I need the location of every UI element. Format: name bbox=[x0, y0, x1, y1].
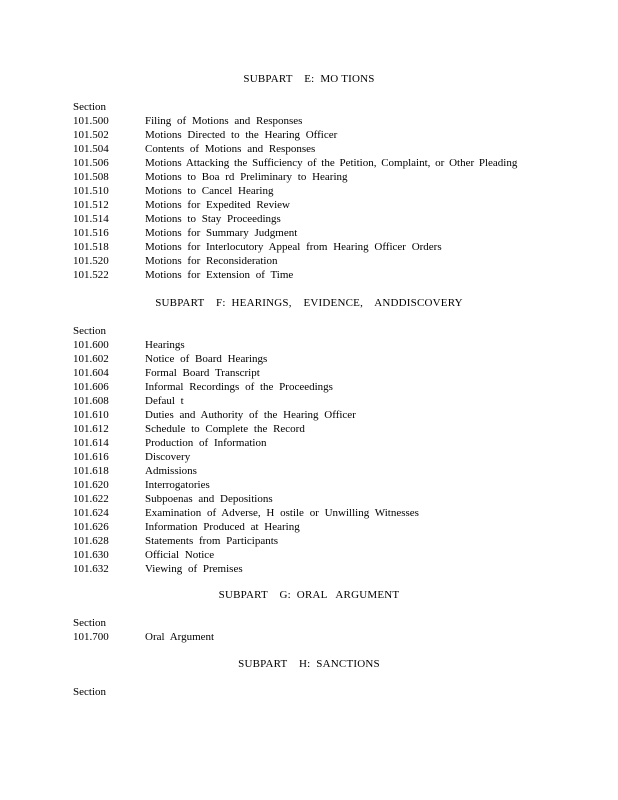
section-title: Interrogatories bbox=[145, 479, 210, 491]
section-title: Defaul t bbox=[145, 395, 184, 407]
section-number: 101.628 bbox=[73, 535, 109, 547]
section-title: Motions for Summary Judgment bbox=[145, 227, 298, 239]
section-title: Production of Information bbox=[145, 437, 267, 449]
section-title: Official Notice bbox=[145, 549, 215, 561]
subpart-h-heading: SUBPART H: SANCTIONS bbox=[238, 658, 380, 670]
section-title: Duties and Authority of the Hearing Officer bbox=[145, 409, 356, 421]
section-title: Subpoenas and Depositions bbox=[145, 493, 273, 505]
section-title: Motions Attacking the Sufficiency of the Petition, Complaint, or Other Pleading bbox=[145, 157, 518, 169]
section-number: 101.620 bbox=[73, 479, 109, 491]
section-title: Motions for Reconsideration bbox=[145, 255, 278, 267]
subpart-g-section-label: Section bbox=[73, 617, 106, 629]
section-title: Motions Directed to the Hearing Officer bbox=[145, 129, 338, 141]
subpart-e-heading: SUBPART E: MO TIONS bbox=[243, 73, 375, 85]
section-number: 101.600 bbox=[73, 339, 109, 351]
section-title: Examination of Adverse, H ostile or Unwilling Witnesses bbox=[145, 507, 419, 519]
section-title: Motions to Boa rd Preliminary to Hearing bbox=[145, 171, 348, 183]
section-number: 101.632 bbox=[73, 563, 109, 575]
section-number: 101.610 bbox=[73, 409, 109, 421]
section-number: 101.514 bbox=[73, 213, 109, 225]
section-title: Formal Board Transcript bbox=[145, 367, 260, 379]
section-number: 101.520 bbox=[73, 255, 109, 267]
section-title: Filing of Motions and Responses bbox=[145, 115, 303, 127]
section-title: Information Produced at Hearing bbox=[145, 521, 300, 533]
section-number: 101.500 bbox=[73, 115, 109, 127]
section-number: 101.612 bbox=[73, 423, 109, 435]
section-number: 101.522 bbox=[73, 269, 109, 281]
section-number: 101.624 bbox=[73, 507, 109, 519]
section-number: 101.506 bbox=[73, 157, 109, 169]
section-title: Statements from Participants bbox=[145, 535, 279, 547]
section-number: 101.512 bbox=[73, 199, 109, 211]
subpart-g-heading: SUBPART G: ORAL ARGUMENT bbox=[218, 589, 400, 601]
section-number: 101.608 bbox=[73, 395, 109, 407]
section-number: 101.626 bbox=[73, 521, 109, 533]
section-number: 101.602 bbox=[73, 353, 109, 365]
section-number: 101.604 bbox=[73, 367, 109, 379]
section-title: Motions for Extension of Time bbox=[145, 269, 294, 281]
section-number: 101.504 bbox=[73, 143, 109, 155]
section-title: Viewing of Premises bbox=[145, 563, 243, 575]
section-number: 101.622 bbox=[73, 493, 109, 505]
section-number: 101.516 bbox=[73, 227, 109, 239]
section-title: Contents of Motions and Responses bbox=[145, 143, 316, 155]
section-title: Motions to Stay Proceedings bbox=[145, 213, 281, 225]
subpart-e-section-label: Section bbox=[73, 101, 106, 113]
section-number: 101.606 bbox=[73, 381, 109, 393]
section-title: Schedule to Complete the Record bbox=[145, 423, 305, 435]
section-title: Notice of Board Hearings bbox=[145, 353, 268, 365]
section-title: Oral Argument bbox=[145, 631, 215, 643]
section-title: Admissions bbox=[145, 465, 197, 477]
section-number: 101.510 bbox=[73, 185, 109, 197]
section-title: Motions to Cancel Hearing bbox=[145, 185, 274, 197]
section-number: 101.518 bbox=[73, 241, 109, 253]
section-number: 101.630 bbox=[73, 549, 109, 561]
subpart-h-section-label: Section bbox=[73, 686, 106, 698]
section-title: Motions for Interlocutory Appeal from Hearing Officer Orders bbox=[145, 241, 442, 253]
section-title: Motions for Expedited Review bbox=[145, 199, 290, 211]
section-number: 101.700 bbox=[73, 631, 109, 643]
section-number: 101.508 bbox=[73, 171, 109, 183]
section-number: 101.614 bbox=[73, 437, 109, 449]
section-title: Hearings bbox=[145, 339, 185, 351]
section-number: 101.616 bbox=[73, 451, 109, 463]
section-number: 101.618 bbox=[73, 465, 109, 477]
section-title: Informal Recordings of the Proceedings bbox=[145, 381, 333, 393]
subpart-f-section-label: Section bbox=[73, 325, 106, 337]
subpart-f-heading: SUBPART F: HEARINGS, EVIDENCE, ANDDISCOVERY bbox=[155, 297, 463, 309]
section-number: 101.502 bbox=[73, 129, 109, 141]
section-title: Discovery bbox=[145, 451, 191, 463]
